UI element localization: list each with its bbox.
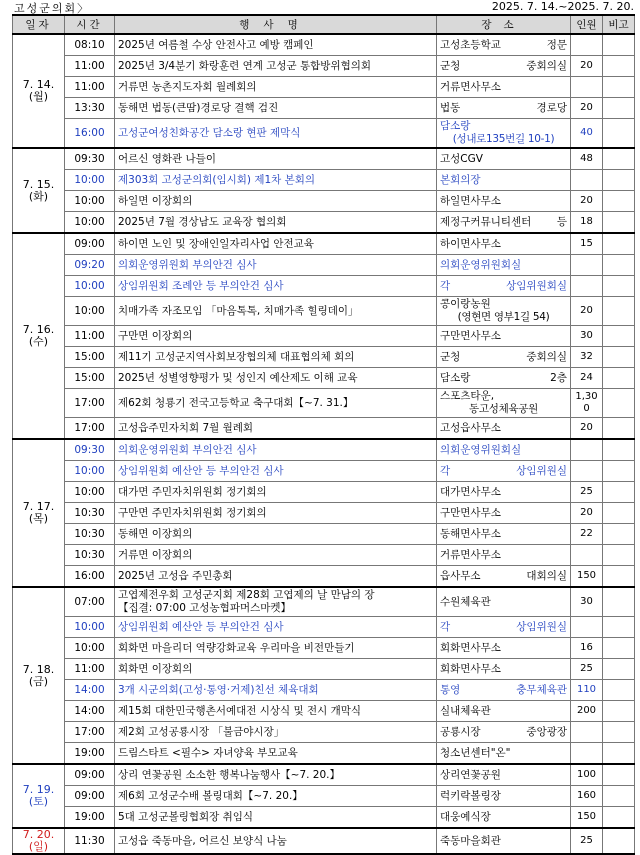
event-name: 제2회 고성공룡시장 「불금야시장」 <box>115 722 437 743</box>
schedule-row <box>13 148 635 170</box>
schedule-row <box>13 461 635 482</box>
date-label: 7. 15. <box>22 177 55 191</box>
event-name: 2025년 7월 경상남도 교육장 협의회 <box>115 212 437 234</box>
attendee-count: 30 <box>571 326 603 347</box>
event-time: 10:00 <box>65 461 115 482</box>
schedule-row <box>13 56 635 77</box>
event-time: 17:00 <box>65 418 115 440</box>
attendee-count: 15 <box>571 233 603 255</box>
event-name: 2025년 고성읍 주민총회 <box>115 566 437 588</box>
attendee-count: 110 <box>571 680 603 701</box>
event-time: 10:00 <box>65 212 115 234</box>
event-name: 의회운영위원회 부의안건 심사 <box>115 439 437 461</box>
attendee-count <box>571 389 603 418</box>
schedule-row <box>13 347 635 368</box>
date-label: 7. 19. <box>22 783 55 796</box>
event-place: 죽동마을회관 <box>437 828 571 854</box>
event-name: 하일면 이장회의 <box>115 191 437 212</box>
event-place: 군청 중회의실 <box>437 347 571 368</box>
event-time: 09:30 <box>65 439 115 461</box>
event-name: 제62회 청룡기 전국고등학교 축구대회【~7. 31.】 <box>115 389 437 418</box>
schedule-table <box>12 14 635 855</box>
event-note <box>603 56 635 77</box>
schedule-row <box>13 276 635 297</box>
attendee-count <box>571 722 603 743</box>
event-place <box>437 389 571 418</box>
event-place: 거류면사무소 <box>437 77 571 98</box>
event-place: 본회의장 <box>437 170 571 191</box>
attendee-count: 40 <box>571 119 603 149</box>
event-place-line: (성내로135번길 10-1) <box>452 133 555 145</box>
event-time: 08:10 <box>65 34 115 56</box>
attendee-count <box>571 255 603 276</box>
attendee-count: 20 <box>571 98 603 119</box>
schedule-row <box>13 297 635 326</box>
event-place: 구만면사무소 <box>437 326 571 347</box>
schedule-row <box>13 722 635 743</box>
event-name: 제303회 고성군의회(임시회) 제1차 본회의 <box>115 170 437 191</box>
event-place: 대가면사무소 <box>437 482 571 503</box>
schedule-row <box>13 659 635 680</box>
event-place <box>437 119 571 149</box>
schedule-row <box>13 764 635 786</box>
column-header-place: 장소 <box>437 15 571 34</box>
schedule-date <box>13 587 65 764</box>
schedule-row <box>13 828 635 854</box>
event-time: 14:00 <box>65 701 115 722</box>
weekday-label: (일) <box>28 840 49 853</box>
event-name: 의회운영위원회 부의안건 심사 <box>115 255 437 276</box>
attendee-count-line: 1,30 <box>575 391 598 402</box>
event-name: 2025년 3/4분기 화랑훈련 연계 고성군 통합방위협의회 <box>115 56 437 77</box>
event-name: 고성읍 죽동마을, 어르신 보양식 나눔 <box>115 828 437 854</box>
schedule-row <box>13 545 635 566</box>
attendee-count: 16 <box>571 638 603 659</box>
event-name: 3개 시군의회(고성·통영·거제)친선 체육대회 <box>115 680 437 701</box>
schedule-row <box>13 77 635 98</box>
event-place: 각 상임위원실 <box>437 461 571 482</box>
attendee-count: 150 <box>571 566 603 588</box>
schedule-date <box>13 34 65 148</box>
attendee-count: 30 <box>571 587 603 617</box>
event-name: 구만면 이장회의 <box>115 326 437 347</box>
event-note <box>603 524 635 545</box>
event-note <box>603 418 635 440</box>
event-place: 럭키락볼링장 <box>437 786 571 807</box>
column-header-event: 행사명 <box>115 15 437 34</box>
event-time: 11:30 <box>65 828 115 854</box>
event-note <box>603 326 635 347</box>
event-name: 고성군여성친화공간 담소랑 현판 제막식 <box>115 119 437 149</box>
event-name: 거류면 이장회의 <box>115 545 437 566</box>
event-place: 대웅예식장 <box>437 807 571 829</box>
event-time: 19:00 <box>65 807 115 829</box>
schedule-row <box>13 418 635 440</box>
event-place: 회화면사무소 <box>437 659 571 680</box>
event-place: 상리연꽃공원 <box>437 764 571 786</box>
event-place: 하일면사무소 <box>437 191 571 212</box>
attendee-count <box>571 743 603 765</box>
event-note <box>603 439 635 461</box>
event-place: 수원체육관 <box>437 587 571 617</box>
weekday-label: (목) <box>28 512 49 525</box>
event-time: 10:30 <box>65 545 115 566</box>
event-note <box>603 191 635 212</box>
event-name: 2025년 성별영향평가 및 성인지 예산제도 이해 교육 <box>115 368 437 389</box>
schedule-row <box>13 482 635 503</box>
event-place-line: (영현면 영부1길 54) <box>457 311 550 323</box>
event-note <box>603 680 635 701</box>
schedule-date <box>13 764 65 828</box>
event-note <box>603 659 635 680</box>
event-place-line: 담소랑 <box>440 120 471 132</box>
date-label: 7. 17. <box>22 500 55 513</box>
attendee-count: 20 <box>571 56 603 77</box>
table-header-row <box>13 15 635 34</box>
event-note <box>603 722 635 743</box>
event-name: 제15회 대한민국행촌서예대전 시상식 및 전시 개막식 <box>115 701 437 722</box>
event-time: 10:30 <box>65 503 115 524</box>
event-note <box>603 545 635 566</box>
event-time: 15:00 <box>65 368 115 389</box>
schedule-row <box>13 680 635 701</box>
schedule-row <box>13 701 635 722</box>
attendee-count: 48 <box>571 148 603 170</box>
schedule-row <box>13 638 635 659</box>
event-name: 동해면 법동(큰땀)경로당 결핵 검진 <box>115 98 437 119</box>
schedule-date <box>13 233 65 439</box>
event-place-line: 동고성체육공원 <box>469 403 538 415</box>
schedule-row <box>13 587 635 617</box>
event-note <box>603 119 635 149</box>
attendee-count: 18 <box>571 212 603 234</box>
schedule-row <box>13 170 635 191</box>
event-time: 10:00 <box>65 170 115 191</box>
event-note <box>603 587 635 617</box>
weekday-label: (월) <box>28 90 49 103</box>
event-note <box>603 98 635 119</box>
event-place: 군청 중회의실 <box>437 56 571 77</box>
event-time: 07:00 <box>65 587 115 617</box>
schedule-row <box>13 807 635 829</box>
column-header-time: 시간 <box>65 15 115 34</box>
event-place: 통영 충무체육관 <box>437 680 571 701</box>
event-name: 상리 연꽃공원 소소한 행복나눔행사【~7. 20.】 <box>115 764 437 786</box>
event-place: 의회운영위원회실 <box>437 439 571 461</box>
event-note <box>603 297 635 326</box>
event-place: 제정구커뮤니티센터 등 <box>437 212 571 234</box>
column-header-note: 비고 <box>603 15 635 34</box>
date-label: 7. 20. <box>22 828 55 841</box>
event-name: 드림스타트 <필수> 자녀양육 부모교육 <box>115 743 437 765</box>
schedule-row <box>13 368 635 389</box>
schedule-row <box>13 503 635 524</box>
event-name: 구만면 주민자치위원회 정기회의 <box>115 503 437 524</box>
event-place: 고성CGV <box>437 148 571 170</box>
event-place: 의회운영위원회실 <box>437 255 571 276</box>
attendee-count: 20 <box>571 503 603 524</box>
event-time: 11:00 <box>65 56 115 77</box>
event-name: 회화면 이장회의 <box>115 659 437 680</box>
event-note <box>603 701 635 722</box>
event-name: 동해면 이장회의 <box>115 524 437 545</box>
event-note <box>603 482 635 503</box>
organization-label: 고성군의회〉 <box>14 2 91 15</box>
attendee-count <box>571 617 603 638</box>
event-time: 10:00 <box>65 482 115 503</box>
event-time: 11:00 <box>65 77 115 98</box>
event-name: 2025년 여름철 수상 안전사고 예방 캠페인 <box>115 34 437 56</box>
attendee-count-line: 0 <box>583 403 590 414</box>
column-header-count: 인원 <box>571 15 603 34</box>
event-note <box>603 617 635 638</box>
schedule-row <box>13 439 635 461</box>
attendee-count <box>571 170 603 191</box>
attendee-count: 25 <box>571 482 603 503</box>
event-note <box>603 368 635 389</box>
schedule-row <box>13 191 635 212</box>
event-place: 실내체육관 <box>437 701 571 722</box>
event-place: 법동 경로당 <box>437 98 571 119</box>
event-note <box>603 212 635 234</box>
attendee-count <box>571 461 603 482</box>
event-name: 하이면 노인 및 장애인일자리사업 안전교육 <box>115 233 437 255</box>
event-note <box>603 786 635 807</box>
event-time: 14:00 <box>65 680 115 701</box>
event-name: 치매가족 자조모임 「마음톡톡, 치매가족 힐링데이」 <box>115 297 437 326</box>
event-time: 10:00 <box>65 276 115 297</box>
event-place: 회화면사무소 <box>437 638 571 659</box>
weekday-label: (토) <box>28 795 49 808</box>
event-name: 5대 고성군볼링협회장 취임식 <box>115 807 437 829</box>
event-note <box>603 828 635 854</box>
event-time: 16:00 <box>65 119 115 149</box>
event-time: 19:00 <box>65 743 115 765</box>
event-note <box>603 764 635 786</box>
schedule-row <box>13 617 635 638</box>
schedule-row <box>13 566 635 588</box>
event-time: 10:00 <box>65 617 115 638</box>
event-time: 16:00 <box>65 566 115 588</box>
event-note <box>603 807 635 829</box>
event-place: 담소랑 2층 <box>437 368 571 389</box>
event-note <box>603 389 635 418</box>
column-header-date: 일자 <box>13 15 65 34</box>
event-time: 13:30 <box>65 98 115 119</box>
event-name-line: 고엽제전우회 고성군지회 제28회 고엽제의 날 만남의 장 <box>118 589 375 601</box>
weekday-label: (금) <box>28 674 49 688</box>
event-time: 09:30 <box>65 148 115 170</box>
event-name: 제6회 고성군수배 볼링대회【~7. 20.】 <box>115 786 437 807</box>
event-name: 대가면 주민자치위원회 정기회의 <box>115 482 437 503</box>
schedule-date <box>13 148 65 233</box>
event-name <box>115 587 437 617</box>
attendee-count: 150 <box>571 807 603 829</box>
attendee-count: 20 <box>571 418 603 440</box>
schedule-period: 2025. 7. 14.~2025. 7. 20. <box>491 0 634 13</box>
event-name: 제11기 고성군지역사회보장협의체 대표협의체 회의 <box>115 347 437 368</box>
event-place: 하이면사무소 <box>437 233 571 255</box>
event-time: 09:00 <box>65 233 115 255</box>
event-time: 10:00 <box>65 638 115 659</box>
schedule-row <box>13 34 635 56</box>
schedule-row <box>13 233 635 255</box>
event-time: 09:00 <box>65 764 115 786</box>
event-time: 11:00 <box>65 659 115 680</box>
event-time: 17:00 <box>65 722 115 743</box>
event-note <box>603 148 635 170</box>
attendee-count: 32 <box>571 347 603 368</box>
date-label: 7. 18. <box>22 662 55 676</box>
date-label: 7. 16. <box>22 323 55 336</box>
attendee-count <box>571 545 603 566</box>
event-note <box>603 34 635 56</box>
attendee-count: 160 <box>571 786 603 807</box>
date-label: 7. 14. <box>22 78 55 91</box>
event-note <box>603 638 635 659</box>
attendee-count <box>571 34 603 56</box>
attendee-count <box>571 439 603 461</box>
document-header <box>0 0 640 14</box>
schedule-row <box>13 255 635 276</box>
event-place: 읍사무소 대회의실 <box>437 566 571 588</box>
attendee-count: 24 <box>571 368 603 389</box>
schedule-row <box>13 524 635 545</box>
attendee-count: 200 <box>571 701 603 722</box>
attendee-count: 100 <box>571 764 603 786</box>
event-name: 회화면 마을리더 역량강화교육 우리마을 비전만들기 <box>115 638 437 659</box>
event-note <box>603 233 635 255</box>
schedule-row <box>13 389 635 418</box>
event-note <box>603 566 635 588</box>
schedule-row <box>13 326 635 347</box>
event-name: 상임위원회 예산안 등 부의안건 심사 <box>115 617 437 638</box>
schedule-row <box>13 98 635 119</box>
schedule-date <box>13 828 65 854</box>
event-name: 고성읍주민자치회 7월 월례회 <box>115 418 437 440</box>
attendee-count <box>571 77 603 98</box>
schedule-row <box>13 212 635 234</box>
event-name-line: 【집결: 07:00 고성농협파머스마켓】 <box>118 602 292 614</box>
attendee-count: 25 <box>571 828 603 854</box>
event-place: 고성읍사무소 <box>437 418 571 440</box>
attendee-count <box>571 276 603 297</box>
event-note <box>603 276 635 297</box>
event-name: 상임위원회 조례안 등 부의안건 심사 <box>115 276 437 297</box>
event-note <box>603 170 635 191</box>
event-time: 10:00 <box>65 297 115 326</box>
event-place: 동해면사무소 <box>437 524 571 545</box>
event-place: 청소년센터"온" <box>437 743 571 765</box>
event-name: 상임위원회 예산안 등 부의안건 심사 <box>115 461 437 482</box>
schedule-date <box>13 439 65 587</box>
attendee-count: 22 <box>571 524 603 545</box>
event-time: 15:00 <box>65 347 115 368</box>
event-place: 고성초등학교 정문 <box>437 34 571 56</box>
event-place-line: 콩이랑농원 <box>440 298 491 310</box>
event-place: 각 상임위원회실 <box>437 276 571 297</box>
schedule-body <box>13 34 635 854</box>
schedule-row <box>13 119 635 149</box>
event-place: 구만면사무소 <box>437 503 571 524</box>
attendee-count: 20 <box>571 297 603 326</box>
event-place: 거류면사무소 <box>437 545 571 566</box>
event-note <box>603 743 635 765</box>
event-note <box>603 461 635 482</box>
event-time: 10:30 <box>65 524 115 545</box>
event-name: 거류면 농촌지도자회 월례회의 <box>115 77 437 98</box>
event-time: 09:20 <box>65 255 115 276</box>
event-note <box>603 255 635 276</box>
event-place-line: 스포츠타운, <box>440 390 495 402</box>
event-place: 각 상임위원실 <box>437 617 571 638</box>
schedule-row <box>13 786 635 807</box>
event-place <box>437 297 571 326</box>
weekday-label: (수) <box>28 335 49 348</box>
event-time: 10:00 <box>65 191 115 212</box>
event-note <box>603 77 635 98</box>
event-note <box>603 503 635 524</box>
event-time: 11:00 <box>65 326 115 347</box>
event-place: 공룡시장 중앙광장 <box>437 722 571 743</box>
event-name: 어르신 영화관 나들이 <box>115 148 437 170</box>
event-time: 17:00 <box>65 389 115 418</box>
event-time: 09:00 <box>65 786 115 807</box>
weekday-label: (화) <box>28 189 49 203</box>
schedule-row <box>13 743 635 765</box>
attendee-count: 20 <box>571 191 603 212</box>
attendee-count: 25 <box>571 659 603 680</box>
event-note <box>603 347 635 368</box>
